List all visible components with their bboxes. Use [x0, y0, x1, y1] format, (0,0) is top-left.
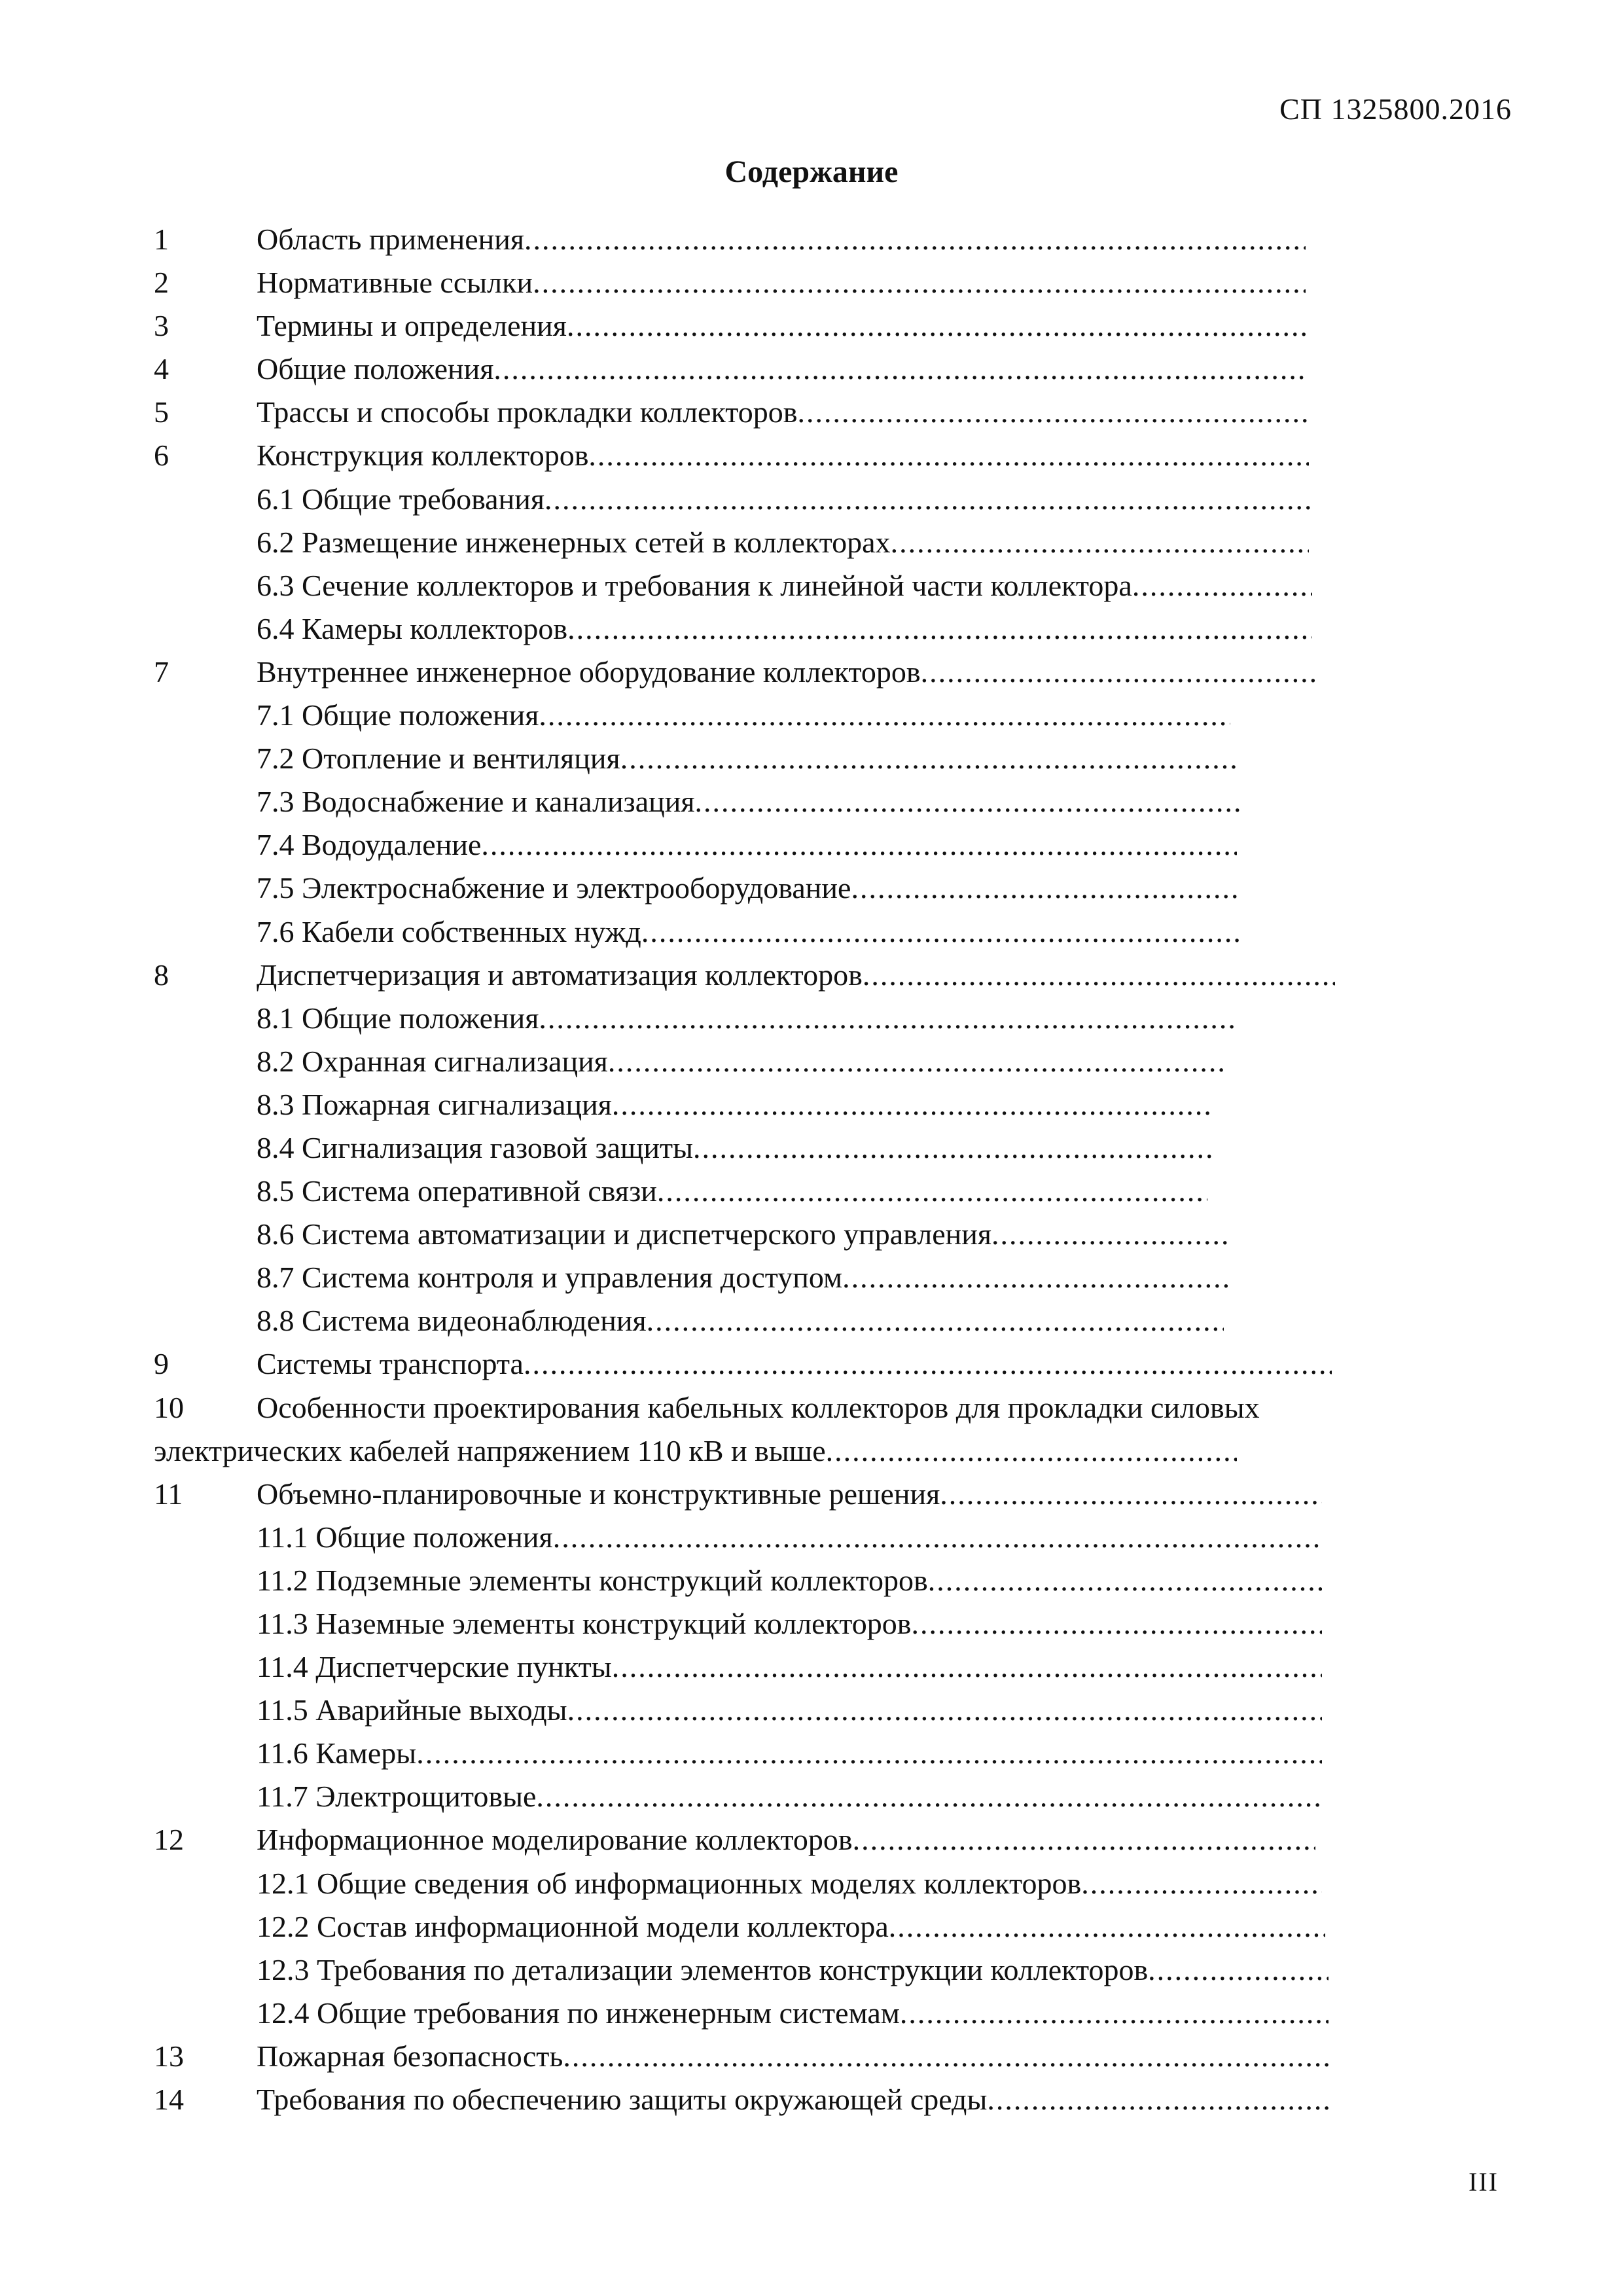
- toc-entry-body: [257, 867, 1240, 910]
- toc-entry[interactable]: [154, 1429, 1489, 1473]
- toc-entry-body: [257, 780, 1240, 823]
- dot-leader: [524, 1342, 1332, 1386]
- toc-entry-body: [257, 1342, 1332, 1386]
- dot-leader: [693, 1126, 1214, 1170]
- toc-entry-number: 12: [154, 1823, 184, 1857]
- dot-leader: [493, 348, 1306, 391]
- toc-entry[interactable]: [154, 1040, 1489, 1083]
- toc-entry[interactable]: [154, 1602, 1489, 1645]
- toc-entry-title: Конструкция коллекторов: [257, 439, 589, 473]
- toc-entry-title: 11.7 Электрощитовые: [257, 1780, 537, 1814]
- toc-entry[interactable]: [154, 1992, 1489, 2035]
- toc-entry-title: 12.2 Состав информационной модели коллектора: [257, 1909, 889, 1943]
- toc-entry[interactable]: [154, 434, 1489, 477]
- dot-leader: [842, 1256, 1230, 1299]
- toc-entry-number: 13: [154, 2039, 184, 2073]
- toc-entry-title: электрических кабелей напряжением 110 кВ и выше: [154, 1433, 826, 1467]
- toc-entry[interactable]: [154, 1645, 1489, 1689]
- toc-entry-body: [257, 218, 1306, 261]
- toc-entry-title: 7.3 Водоснабжение и канализация: [257, 785, 695, 819]
- toc-entry-number: 8: [154, 958, 169, 992]
- dot-leader: [1132, 564, 1312, 607]
- dot-leader: [641, 910, 1240, 954]
- toc-entry-body: [257, 1948, 1329, 1992]
- toc-entry-body: [257, 1126, 1214, 1170]
- toc-entry-number: 11: [154, 1477, 183, 1511]
- toc-entry-body: [257, 694, 1230, 737]
- toc-entry[interactable]: [154, 1689, 1489, 1732]
- page-number: III: [1469, 2167, 1499, 2197]
- page-title: Содержание: [724, 154, 899, 189]
- toc-entry-body: [257, 997, 1237, 1040]
- toc-entry-body: [257, 910, 1240, 954]
- toc-entry-title: 12.1 Общие сведения об информационных моделях коллекторов: [257, 1866, 1082, 1900]
- toc-entry[interactable]: [154, 1299, 1489, 1342]
- dot-leader: [539, 694, 1230, 737]
- toc-entry[interactable]: [154, 1775, 1489, 1818]
- toc-entry-title: 7.4 Водоудаление: [257, 828, 482, 862]
- toc-entry[interactable]: [154, 1559, 1489, 1602]
- toc-entry-title: 11.6 Камеры: [257, 1736, 417, 1770]
- toc-entry[interactable]: [154, 780, 1489, 823]
- dot-leader: [539, 997, 1237, 1040]
- toc-entry[interactable]: [154, 1905, 1489, 1948]
- dot-leader: [563, 2035, 1329, 2078]
- dot-leader: [940, 1473, 1322, 1516]
- dot-leader: [921, 651, 1315, 694]
- toc-entry-body: [257, 478, 1312, 521]
- dot-leader: [612, 1083, 1214, 1126]
- toc-entry-title: Системы транспорта: [257, 1347, 524, 1381]
- toc-entry-body: [257, 1732, 1322, 1775]
- toc-entry-body: [257, 304, 1306, 348]
- toc-entry-title: Информационное моделирование коллекторов: [257, 1823, 853, 1857]
- toc-entry-title: 8.2 Охранная сигнализация: [257, 1044, 608, 1078]
- dot-leader: [991, 1213, 1227, 1256]
- dot-leader: [1081, 1862, 1322, 1905]
- dot-leader: [524, 218, 1306, 261]
- dot-leader: [481, 823, 1237, 867]
- toc-entry-body: [257, 607, 1312, 651]
- toc-entry-title: Внутреннее инженерное оборудование коллекторов: [257, 655, 921, 689]
- toc-entry[interactable]: [154, 1516, 1489, 1559]
- toc-entry-title: 11.2 Подземные элементы конструкций коллекторов: [257, 1563, 928, 1597]
- dot-leader: [612, 1645, 1322, 1689]
- toc-entry-title: 6.2 Размещение инженерных сетей в коллекторах: [257, 525, 891, 559]
- toc-entry-title: Область применения: [257, 223, 525, 256]
- table-of-contents: [154, 218, 1489, 2121]
- toc-entry-body: [257, 2035, 1329, 2078]
- toc-entry[interactable]: [154, 954, 1489, 997]
- toc-entry-title: 7.2 Отопление и вентиляция: [257, 742, 620, 776]
- dot-leader: [657, 1170, 1207, 1213]
- toc-entry-title: 11.4 Диспетчерские пункты: [257, 1650, 612, 1684]
- toc-entry-title: 11.1 Общие положения: [257, 1520, 553, 1554]
- toc-entry[interactable]: [154, 910, 1489, 954]
- dot-leader: [536, 1775, 1322, 1818]
- toc-entry-body: [257, 1299, 1224, 1342]
- dot-leader: [987, 2078, 1329, 2121]
- toc-entry[interactable]: [154, 2035, 1489, 2078]
- toc-entry-body: [257, 1516, 1322, 1559]
- toc-entry[interactable]: [154, 521, 1489, 564]
- toc-entry-number: 3: [154, 309, 169, 343]
- toc-entry-number: 2: [154, 266, 169, 300]
- dot-leader: [928, 1559, 1322, 1602]
- toc-entry[interactable]: [154, 1256, 1489, 1299]
- dot-leader: [620, 737, 1240, 780]
- dot-leader: [826, 1429, 1237, 1473]
- toc-entry[interactable]: [154, 478, 1489, 521]
- dot-leader: [889, 1905, 1325, 1948]
- toc-entry-title: 8.3 Пожарная сигнализация: [257, 1087, 612, 1121]
- toc-entry[interactable]: [154, 1948, 1489, 1992]
- toc-entry-body: [257, 1256, 1230, 1299]
- dot-leader: [567, 607, 1312, 651]
- toc-entry-title: 12.3 Требования по детализации элементов конструкции коллекторов: [257, 1952, 1149, 1986]
- toc-entry-title: 8.7 Система контроля и управления доступом: [257, 1261, 843, 1295]
- toc-entry-body: [257, 1905, 1325, 1948]
- dot-leader: [588, 434, 1309, 477]
- dot-leader: [608, 1040, 1227, 1083]
- toc-entry-number: 14: [154, 2083, 184, 2117]
- toc-entry[interactable]: [154, 1818, 1489, 1861]
- toc-entry[interactable]: [154, 823, 1489, 867]
- toc-entry-body: [257, 954, 1335, 997]
- toc-entry[interactable]: [154, 261, 1489, 304]
- toc-entry-body: [257, 1170, 1207, 1213]
- toc-entry-title: Нормативные ссылки: [257, 266, 533, 300]
- toc-entry-number: 6: [154, 439, 169, 473]
- toc-entry-body: [257, 261, 1306, 304]
- toc-entry-body: [257, 564, 1312, 607]
- toc-entry-body: [257, 1862, 1322, 1905]
- toc-entry-body: [257, 1473, 1322, 1516]
- toc-entry-body: [154, 1429, 1237, 1473]
- toc-entry-title: Диспетчеризация и автоматизация коллекторов: [257, 958, 863, 992]
- toc-entry-title: Объемно-планировочные и конструктивные решения: [257, 1477, 940, 1511]
- toc-entry-title: Требования по обеспечению защиты окружающей среды: [257, 2083, 988, 2117]
- toc-entry[interactable]: [154, 1732, 1489, 1775]
- dot-leader: [1148, 1948, 1329, 1992]
- toc-entry[interactable]: [154, 348, 1489, 391]
- toc-entry[interactable]: [154, 1170, 1489, 1213]
- toc-entry-body: [257, 1602, 1322, 1645]
- dot-leader: [912, 1602, 1323, 1645]
- toc-entry-title: 8.8 Система видеонаблюдения: [257, 1304, 647, 1338]
- toc-entry-title: 12.4 Общие требования по инженерным системам: [257, 1996, 900, 2030]
- dot-leader: [647, 1299, 1224, 1342]
- toc-entry-title: 11.5 Аварийные выходы: [257, 1693, 567, 1727]
- dot-leader: [891, 521, 1309, 564]
- toc-entry-body: [257, 1818, 1315, 1861]
- toc-entry[interactable]: [154, 867, 1489, 910]
- dot-leader: [533, 261, 1306, 304]
- toc-entry[interactable]: [154, 997, 1489, 1040]
- toc-entry-body: [257, 1645, 1322, 1689]
- dot-leader: [544, 478, 1312, 521]
- dot-leader: [900, 1992, 1329, 2035]
- toc-entry-body: [257, 1386, 1302, 1429]
- toc-entry[interactable]: [154, 564, 1489, 607]
- toc-entry-title: 7.6 Кабели собственных нужд: [257, 914, 641, 948]
- dot-leader: [851, 867, 1240, 910]
- dot-leader: [853, 1818, 1315, 1861]
- toc-entry[interactable]: [154, 607, 1489, 651]
- toc-entry-number: 10: [154, 1390, 184, 1424]
- toc-entry-title: 11.3 Наземные элементы конструкций коллекторов: [257, 1607, 912, 1640]
- toc-entry-title: 7.1 Общие положения: [257, 698, 539, 732]
- toc-entry-body: [257, 737, 1240, 780]
- toc-entry-title: 8.1 Общие положения: [257, 1001, 539, 1035]
- toc-entry-body: [257, 1689, 1322, 1732]
- toc-entry-title: Трассы и способы прокладки коллекторов: [257, 395, 798, 429]
- toc-entry[interactable]: [154, 1083, 1489, 1126]
- toc-entry-number: 5: [154, 395, 169, 429]
- toc-entry[interactable]: [154, 1862, 1489, 1905]
- toc-entry-number: 4: [154, 352, 169, 386]
- toc-entry-title: 6.1 Общие требования: [257, 482, 544, 516]
- toc-entry[interactable]: [154, 1342, 1489, 1386]
- toc-entry-body: [257, 1040, 1227, 1083]
- toc-entry-number: 9: [154, 1347, 169, 1381]
- toc-entry[interactable]: [154, 2078, 1489, 2121]
- toc-entry-title: 6.3 Сечение коллекторов и требования к линейной части коллектора: [257, 568, 1132, 602]
- dot-leader: [797, 391, 1309, 434]
- dot-leader: [695, 780, 1240, 823]
- toc-entry[interactable]: [154, 737, 1489, 780]
- dot-leader: [553, 1516, 1322, 1559]
- toc-entry[interactable]: [154, 1213, 1489, 1256]
- toc-entry-body: [257, 823, 1237, 867]
- toc-entry-title: 8.4 Сигнализация газовой защиты: [257, 1130, 693, 1164]
- toc-entry-body: [257, 521, 1309, 564]
- toc-entry[interactable]: [154, 391, 1489, 434]
- toc-entry-number: 1: [154, 223, 169, 256]
- toc-entry[interactable]: [154, 651, 1489, 694]
- document-code: СП 1325800.2016: [1279, 92, 1512, 126]
- toc-entry-title: Общие положения: [257, 352, 494, 386]
- toc-entry-title: 6.4 Камеры коллекторов: [257, 611, 568, 645]
- toc-entry-body: [257, 651, 1315, 694]
- toc-entry-title: Пожарная безопасность: [257, 2039, 563, 2073]
- toc-entry-title: Термины и определения: [257, 309, 567, 343]
- toc-entry[interactable]: [154, 694, 1489, 737]
- dot-leader: [863, 954, 1335, 997]
- toc-entry-body: [257, 391, 1309, 434]
- toc-entry-body: [257, 2078, 1329, 2121]
- dot-leader: [416, 1732, 1322, 1775]
- toc-entry-title: 8.6 Система автоматизации и диспетчерского управления: [257, 1217, 992, 1251]
- toc-entry-title: Особенности проектирования кабельных коллекторов для прокладки силовых: [257, 1390, 1260, 1424]
- dot-leader: [567, 1689, 1322, 1732]
- toc-entry[interactable]: [154, 1473, 1489, 1516]
- toc-entry[interactable]: [154, 304, 1489, 348]
- toc-entry-body: [257, 434, 1309, 477]
- dot-leader: [567, 304, 1306, 348]
- toc-entry-number: 7: [154, 655, 169, 689]
- toc-entry-body: [257, 1775, 1322, 1818]
- toc-entry-body: [257, 1083, 1214, 1126]
- toc-entry-body: [257, 1213, 1227, 1256]
- toc-entry[interactable]: [154, 1126, 1489, 1170]
- toc-entry-title: 8.5 Система оперативной связи: [257, 1174, 657, 1208]
- toc-entry[interactable]: [154, 1386, 1489, 1429]
- toc-entry-title: 7.5 Электроснабжение и электрооборудование: [257, 871, 851, 905]
- toc-entry[interactable]: [154, 218, 1489, 261]
- toc-entry-body: [257, 1559, 1322, 1602]
- toc-entry-body: [257, 348, 1306, 391]
- toc-entry-body: [257, 1992, 1329, 2035]
